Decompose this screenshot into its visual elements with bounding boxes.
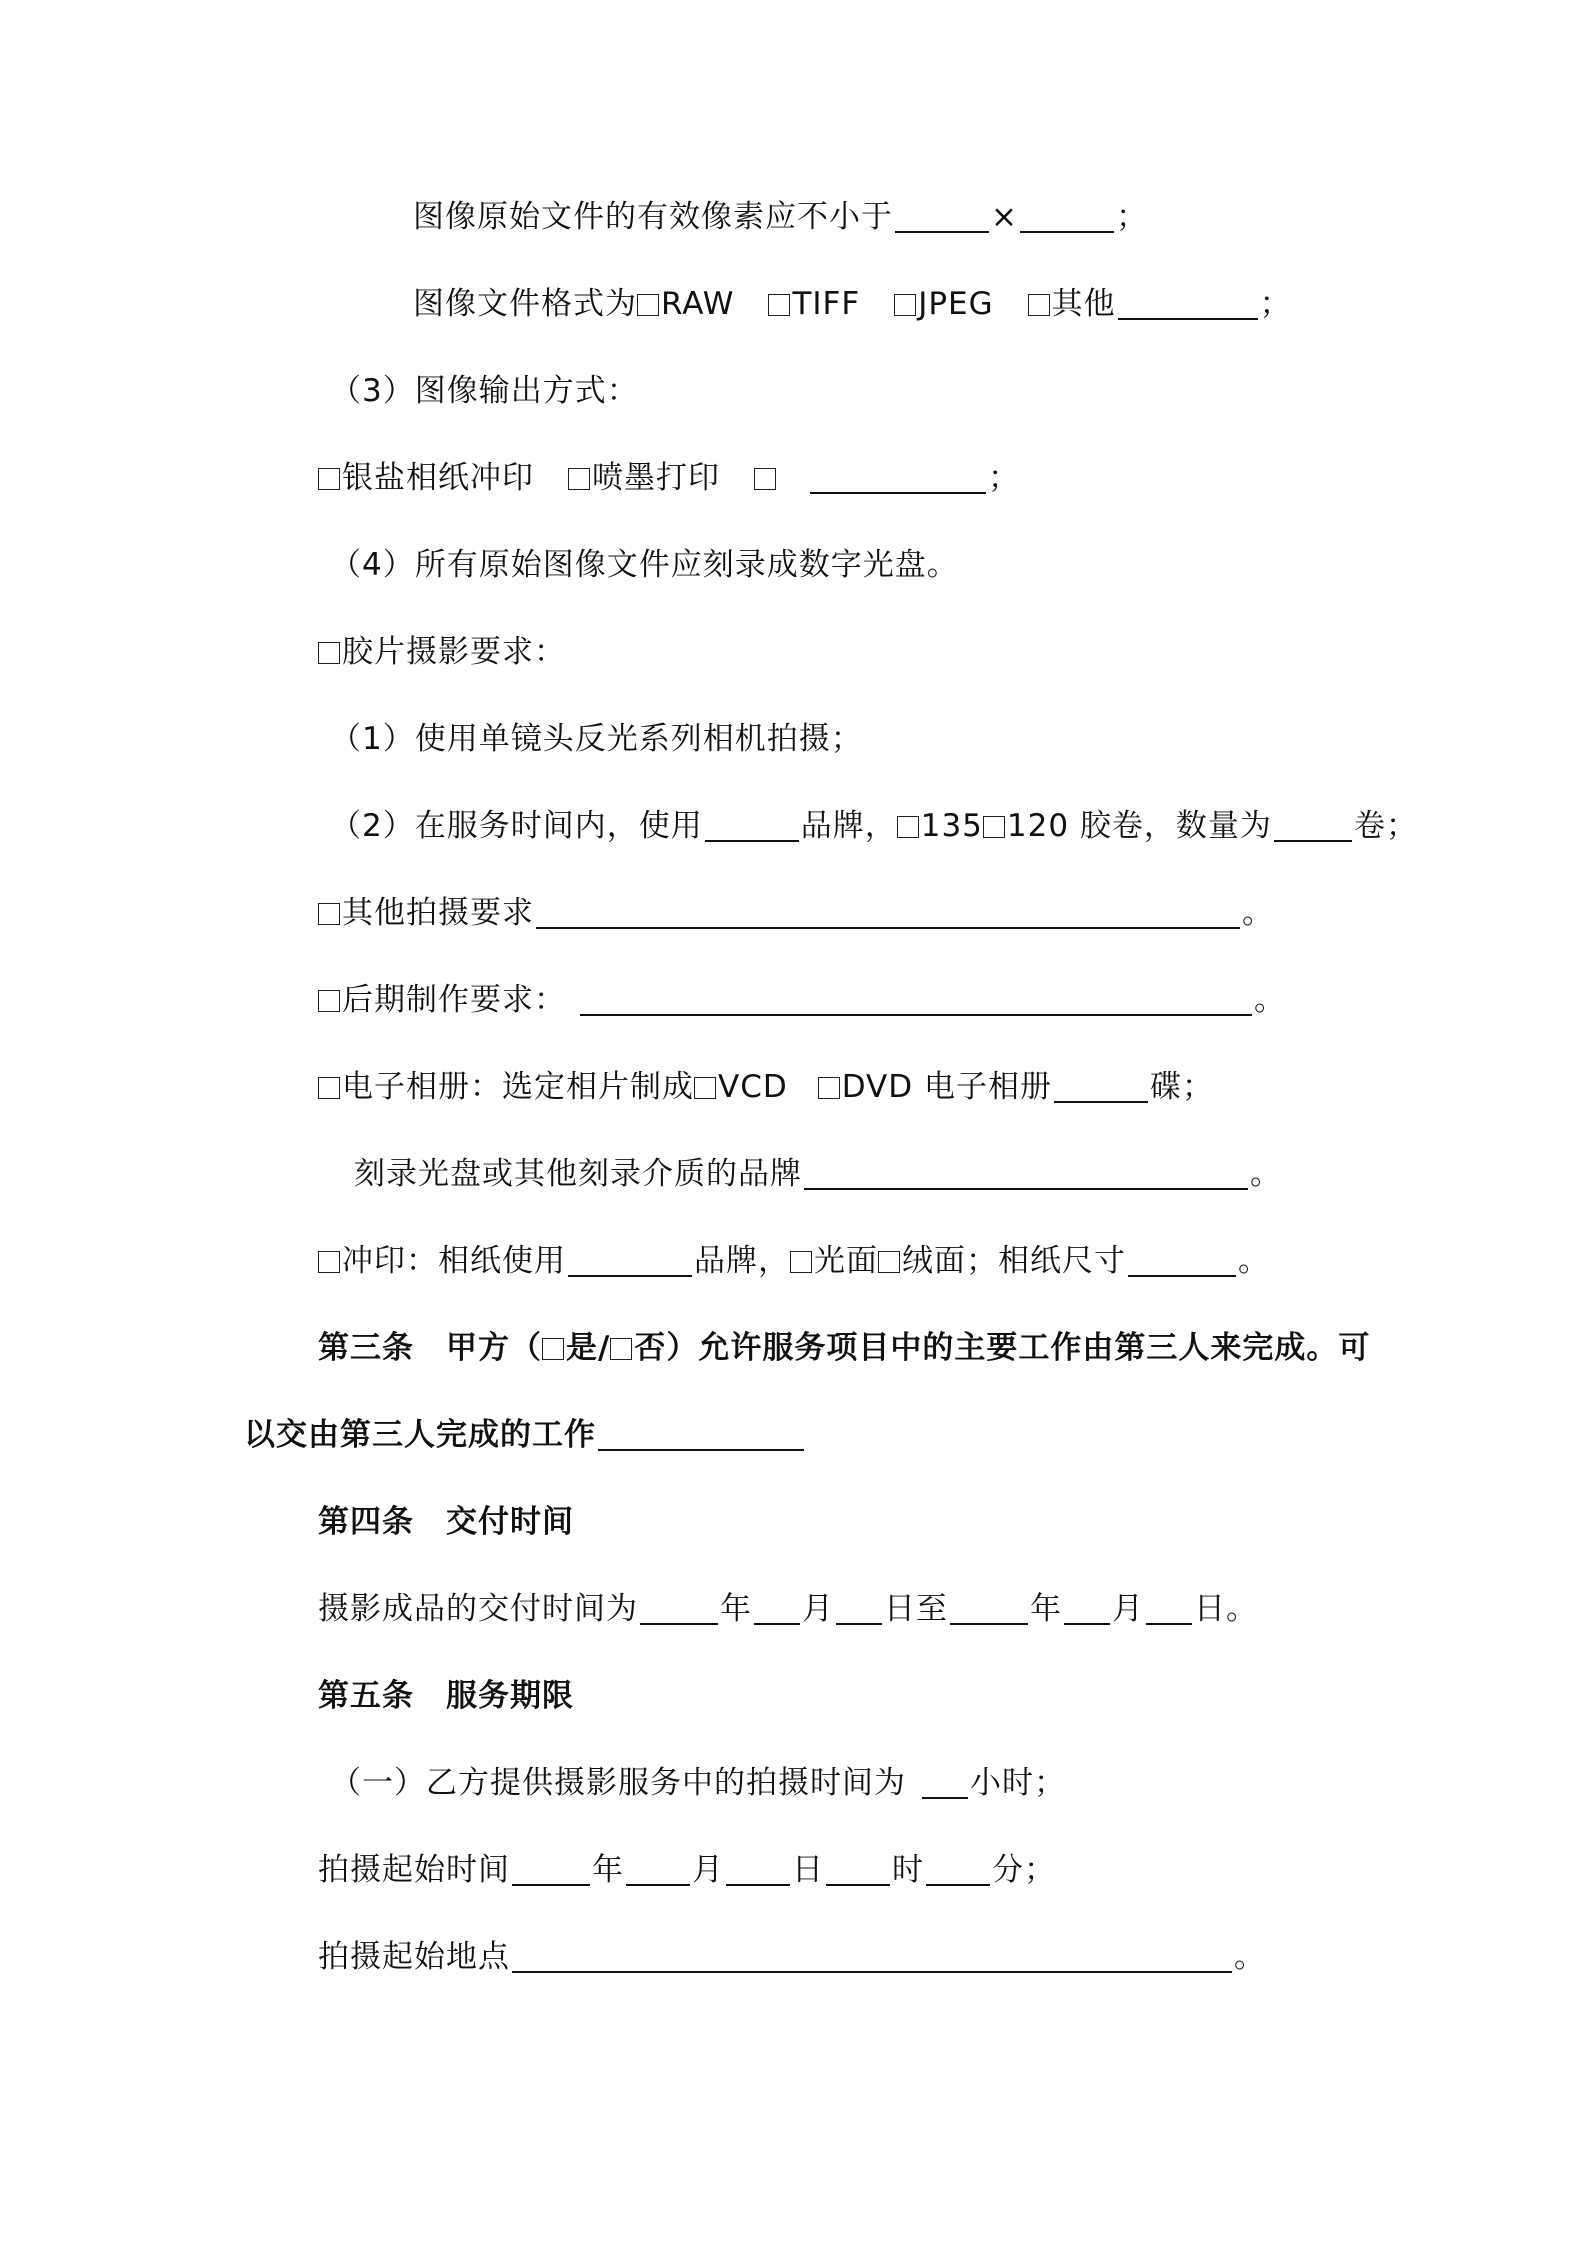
disc-count-blank[interactable] <box>1054 1071 1148 1103</box>
article-5-heading <box>318 1676 574 1716</box>
text: ； <box>1259 286 1292 322</box>
printing-line <box>318 1241 1270 1281</box>
checkbox-post-production[interactable] <box>318 990 340 1012</box>
text: 。 <box>1250 1156 1282 1192</box>
text: （3）图像输出方式： <box>330 373 639 409</box>
other-shooting-line <box>318 893 1274 933</box>
pixel-width-blank[interactable] <box>895 201 989 233</box>
checkbox-other-output[interactable] <box>754 468 776 490</box>
slr-camera-line <box>330 719 863 759</box>
option-silver-print: 银盐相纸冲印 <box>342 460 534 496</box>
text: 摄影成品的交付时间为 <box>318 1591 638 1627</box>
checkbox-135[interactable] <box>897 816 919 838</box>
text: 电子相册：选定相片制成 <box>342 1069 694 1105</box>
start-minute-blank[interactable] <box>926 1854 990 1886</box>
output-method-options <box>318 458 1020 498</box>
option-dvd: DVD 电子相册 <box>841 1069 1052 1105</box>
text: 否）允许服务项目中的主要工作由第三人来完成。可 <box>634 1330 1371 1366</box>
text: 拍摄起始时间 <box>318 1852 510 1888</box>
disc-burn-line <box>330 545 959 585</box>
text: 日至 <box>884 1591 948 1627</box>
text: 年 <box>720 1591 752 1627</box>
checkbox-vcd[interactable] <box>694 1077 716 1099</box>
text: 图像原始文件的有效像素应不小于 <box>413 199 893 235</box>
start-day-blank[interactable] <box>726 1854 790 1886</box>
pixel-height-blank[interactable] <box>1020 201 1114 233</box>
disc-brand-line <box>354 1154 1282 1194</box>
option-tiff: TIFF <box>792 286 861 322</box>
checkbox-no[interactable] <box>610 1338 632 1360</box>
checkbox-jpeg[interactable] <box>894 294 916 316</box>
text: 年 <box>1030 1591 1062 1627</box>
text: 月 <box>692 1852 724 1888</box>
text: 以交由第三人完成的工作 <box>244 1417 596 1453</box>
checkbox-glossy[interactable] <box>790 1251 812 1273</box>
delivery-start-day-blank[interactable] <box>836 1593 882 1625</box>
checkbox-tiff[interactable] <box>768 294 790 316</box>
option-yes: 是/ <box>566 1330 611 1366</box>
text: 日 <box>792 1852 824 1888</box>
other-shooting-blank[interactable] <box>536 897 1240 929</box>
start-hour-blank[interactable] <box>826 1854 890 1886</box>
disc-brand-blank[interactable] <box>804 1158 1248 1190</box>
text: 冲印：相纸使用 <box>342 1243 566 1279</box>
e-album-line <box>318 1067 1214 1107</box>
text: （一）乙方提供摄影服务中的拍摄时间为 <box>330 1765 906 1801</box>
shooting-start-time-line <box>318 1850 1056 1890</box>
checkbox-other-shooting[interactable] <box>318 903 340 925</box>
text: 拍摄起始地点 <box>318 1939 510 1975</box>
text: 碟； <box>1150 1069 1214 1105</box>
post-production-line <box>318 980 1286 1020</box>
text: 分； <box>992 1852 1056 1888</box>
checkbox-matte[interactable] <box>878 1251 900 1273</box>
checkbox-e-album[interactable] <box>318 1077 340 1099</box>
text: 第五条 服务期限 <box>318 1678 574 1714</box>
shooting-location-line <box>318 1937 1266 1977</box>
delivery-end-month-blank[interactable] <box>1064 1593 1110 1625</box>
text: 。 <box>1234 1939 1266 1975</box>
delivery-start-year-blank[interactable] <box>640 1593 718 1625</box>
film-requirements-heading <box>318 632 566 672</box>
start-year-blank[interactable] <box>512 1854 590 1886</box>
option-matte: 绒面；相纸尺寸 <box>902 1243 1126 1279</box>
image-format-line <box>413 284 1292 324</box>
checkbox-inkjet[interactable] <box>568 468 590 490</box>
option-jpeg: JPEG <box>918 286 994 322</box>
output-method-heading <box>330 371 639 411</box>
checkbox-silver-print[interactable] <box>318 468 340 490</box>
text: （1）使用单镜头反光系列相机拍摄； <box>330 721 863 757</box>
post-production-blank[interactable] <box>580 984 1252 1016</box>
delivery-end-year-blank[interactable] <box>950 1593 1028 1625</box>
times-sign: × <box>991 199 1018 235</box>
text: 年 <box>592 1852 624 1888</box>
delivery-time-line <box>318 1589 1258 1629</box>
roll-count-blank[interactable] <box>1274 810 1352 842</box>
text: 。 <box>1238 1243 1270 1279</box>
hours-blank[interactable] <box>922 1767 968 1799</box>
checkbox-raw[interactable] <box>637 294 659 316</box>
option-135: 135 <box>920 808 983 844</box>
text: 小时； <box>970 1765 1066 1801</box>
text: 第三条 甲方（ <box>318 1330 542 1366</box>
option-glossy: 光面 <box>814 1243 878 1279</box>
text: （4）所有原始图像文件应刻录成数字光盘。 <box>330 547 959 583</box>
text: ； <box>1115 199 1148 235</box>
text: 刻录光盘或其他刻录介质的品牌 <box>354 1156 802 1192</box>
start-month-blank[interactable] <box>626 1854 690 1886</box>
other-format-blank[interactable] <box>1118 288 1258 320</box>
delivery-end-day-blank[interactable] <box>1146 1593 1192 1625</box>
text: （2）在服务时间内，使用 <box>330 808 703 844</box>
delivery-start-month-blank[interactable] <box>754 1593 800 1625</box>
option-vcd: VCD <box>718 1069 788 1105</box>
text: 。 <box>1242 895 1274 931</box>
shooting-duration-line <box>330 1763 1066 1803</box>
text: 其他拍摄要求 <box>342 895 534 931</box>
article-4-heading <box>318 1502 574 1542</box>
article-3-line <box>318 1328 1370 1368</box>
checkbox-120[interactable] <box>983 816 1005 838</box>
text: 胶片摄影要求： <box>342 634 566 670</box>
text: 月 <box>1112 1591 1144 1627</box>
paper-brand-blank[interactable] <box>568 1245 692 1277</box>
text: 品牌， <box>694 1243 790 1279</box>
film-brand-line <box>330 806 1418 846</box>
checkbox-dvd[interactable] <box>818 1077 840 1099</box>
text: 卷； <box>1353 808 1418 844</box>
text: 月 <box>802 1591 834 1627</box>
option-raw: RAW <box>661 286 735 322</box>
third-party-work-blank[interactable] <box>598 1419 804 1451</box>
checkbox-film[interactable] <box>318 642 340 664</box>
text: 品牌， <box>800 808 897 844</box>
option-120: 120 胶卷，数量为 <box>1006 808 1272 844</box>
option-other: 其他 <box>1051 286 1116 322</box>
film-brand-blank[interactable] <box>705 810 799 842</box>
text: 时 <box>892 1852 924 1888</box>
text: ； <box>988 460 1020 496</box>
option-inkjet: 喷墨打印 <box>592 460 720 496</box>
text: 图像文件格式为 <box>413 286 637 322</box>
checkbox-other-format[interactable] <box>1028 294 1050 316</box>
text: 第四条 交付时间 <box>318 1504 574 1540</box>
checkbox-yes[interactable] <box>542 1338 564 1360</box>
other-output-blank[interactable] <box>810 462 986 494</box>
text: 。 <box>1254 982 1286 1018</box>
article-3-continued <box>244 1415 806 1455</box>
paper-size-blank[interactable] <box>1128 1245 1236 1277</box>
text: 日。 <box>1194 1591 1258 1627</box>
pixel-requirement-line <box>413 197 1148 237</box>
text: 后期制作要求： <box>342 982 566 1018</box>
location-blank[interactable] <box>512 1941 1232 1973</box>
checkbox-printing[interactable] <box>318 1251 340 1273</box>
